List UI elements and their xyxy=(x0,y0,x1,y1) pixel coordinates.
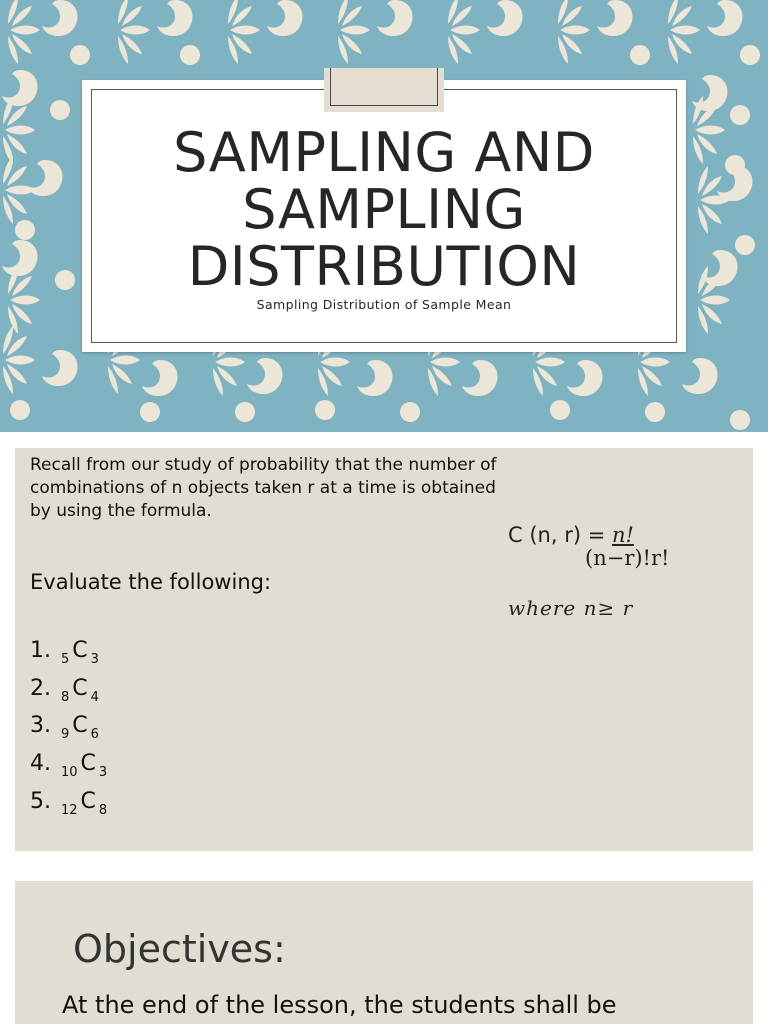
item-r: 3 xyxy=(98,765,108,781)
item-r: 6 xyxy=(90,727,99,743)
item-r: 8 xyxy=(98,802,108,818)
formula-numerator: n! xyxy=(611,523,634,547)
exercise-item: 2. $_8$ C $_4$ xyxy=(30,675,99,705)
combinations-slide xyxy=(15,448,753,851)
item-n: 12 xyxy=(61,802,78,818)
slide-subtitle: Sampling Distribution of Sample Mean xyxy=(256,297,512,312)
objectives-slide xyxy=(15,881,753,1024)
exercise-item: 1. $_5$ C $_3$ xyxy=(30,638,99,667)
item-n: 9 xyxy=(61,727,70,743)
item-number: 3. xyxy=(30,713,51,739)
exercise-item: 5. $_{12}$ C $_8$ xyxy=(30,788,108,818)
objectives-title: Objectives: xyxy=(73,927,286,971)
slide-title-line: SAMPLING xyxy=(242,178,526,241)
item-r: 4 xyxy=(90,689,99,705)
exercise-list xyxy=(30,638,110,826)
item-number: 5. xyxy=(30,788,51,814)
item-r: 3 xyxy=(90,652,99,667)
item-number: 2. xyxy=(30,675,51,701)
formula-lhs: C (n, r) = xyxy=(508,523,612,547)
exercise-item: 3. $_9$ C $_6$ xyxy=(30,713,99,743)
recall-paragraph: Recall from our study of probability that the number of combinations of n objects taken r at a time is obtained by using the formula. xyxy=(30,455,497,521)
item-n: 5 xyxy=(61,652,70,667)
objectives-text: At the end of the lesson, the students shall be xyxy=(62,991,617,1019)
exercise-item: 4. $_{10}$ C $_3$ xyxy=(30,751,108,781)
title-card-tab xyxy=(324,68,444,112)
slide-title xyxy=(82,121,686,298)
title-slide xyxy=(0,0,768,432)
formula-denominator: (n−r)!r! xyxy=(585,546,670,570)
formula-condition: where n≥ r xyxy=(508,596,634,620)
title-card xyxy=(82,80,686,352)
item-number: 1. xyxy=(30,638,51,663)
slide-title-line: DISTRIBUTION xyxy=(187,235,581,298)
item-number: 4. xyxy=(30,751,51,777)
item-n: 8 xyxy=(61,689,70,705)
combination-formula xyxy=(508,523,634,547)
item-n: 10 xyxy=(61,765,78,781)
evaluate-label: Evaluate the following: xyxy=(30,570,272,594)
slide-title-line: SAMPLING AND xyxy=(173,121,595,184)
